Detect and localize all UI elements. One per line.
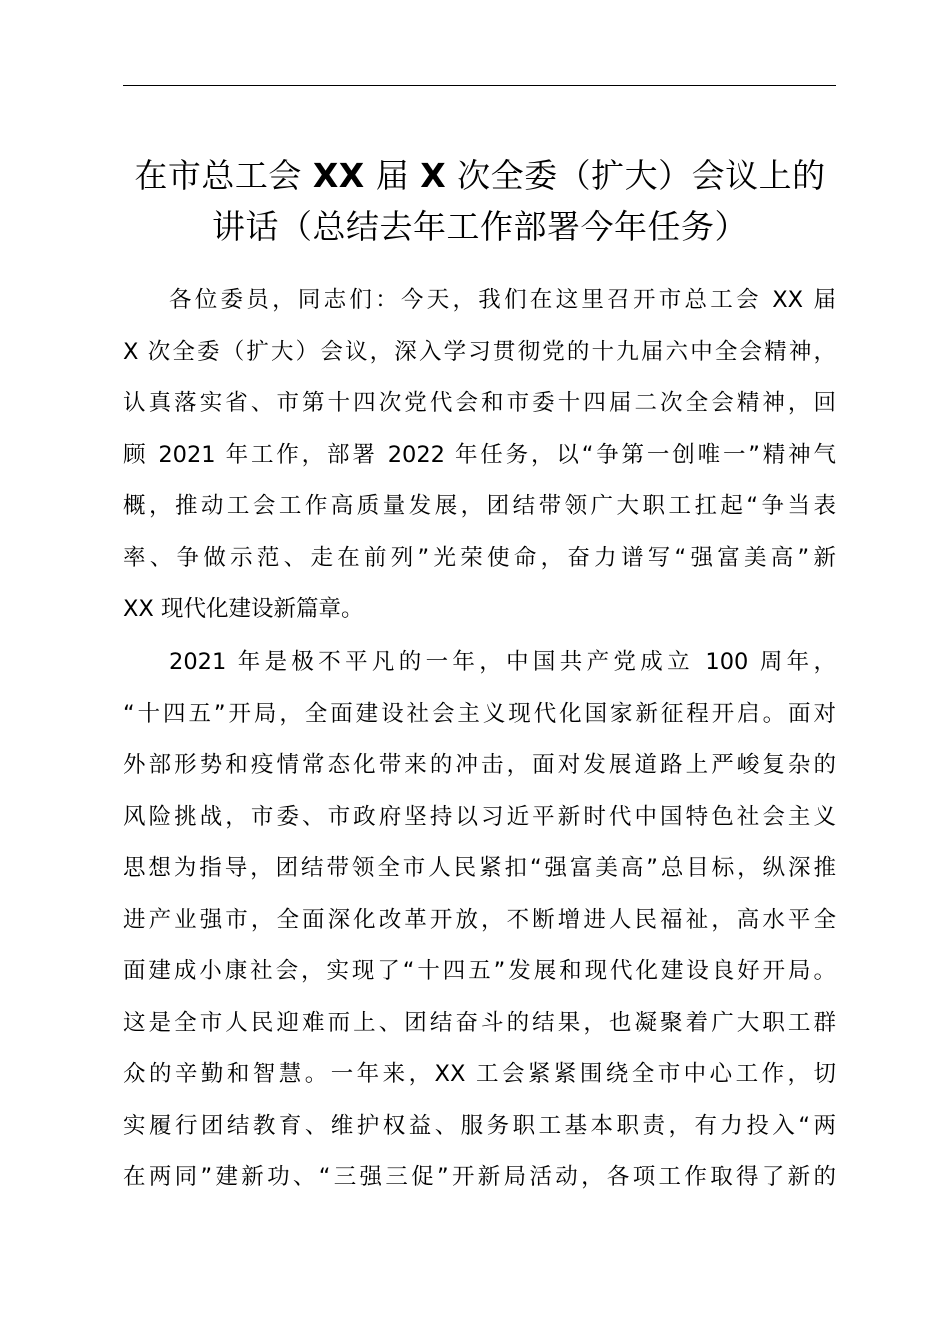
paragraph-line: 思想为指导，团结带领全市人民紧扣“强富美高”总目标，纵深推 bbox=[123, 855, 836, 881]
paragraph-line: 2021 年是极不平凡的一年，中国共产党成立 100 周年， bbox=[169, 649, 836, 675]
paragraph-line: 在两同”建新功、“三强三促”开新局活动，各项工作取得了新的 bbox=[123, 1164, 836, 1190]
paragraph-line: 概，推动工会工作高质量发展，团结带领广大职工扛起“争当表 bbox=[123, 493, 836, 519]
header-rule bbox=[123, 85, 836, 86]
paragraph-line: 面建成小康社会，实现了“十四五”发展和现代化建设良好开局。 bbox=[123, 958, 836, 984]
paragraph-line: X 次全委（扩大）会议，深入学习贯彻党的十九届六中全会精神， bbox=[123, 338, 836, 365]
paragraph-line: 众的辛勤和智慧。一年来，XX 工会紧紧围绕全市中心工作，切 bbox=[123, 1061, 836, 1087]
paragraph-line: 实履行团结教育、维护权益、服务职工基本职责，有力投入“两 bbox=[123, 1112, 836, 1139]
paragraph-line: 各位委员，同志们：今天，我们在这里召开市总工会 XX 届 bbox=[169, 287, 836, 313]
document-title bbox=[100, 150, 860, 252]
paragraph-line: 外部形势和疫情常态化带来的冲击，面对发展道路上严峻复杂的 bbox=[123, 752, 836, 778]
paragraph-line: XX 现代化建设新篇章。 bbox=[123, 596, 364, 622]
title-line-1: 在市总工会 XX 届 X 次全委（扩大）会议上的 bbox=[134, 156, 826, 195]
paragraph-1 bbox=[123, 275, 836, 636]
paragraph-line: 风险挑战，市委、市政府坚持以习近平新时代中国特色社会主义 bbox=[123, 803, 836, 830]
paragraph-line: 率、争做示范、走在前列”光荣使命，奋力谱写“强富美高”新 bbox=[123, 544, 836, 571]
paragraph-line: “十四五”开局，全面建设社会主义现代化国家新征程开启。面对 bbox=[123, 700, 836, 727]
paragraph-2 bbox=[123, 637, 836, 1204]
paragraph-line: 进产业强市，全面深化改革开放，不断增进人民福祉，高水平全 bbox=[123, 906, 836, 933]
paragraph-line: 认真落实省、市第十四次党代会和市委十四届二次全会精神，回 bbox=[123, 390, 836, 416]
title-line-2: 讲话（总结去年工作部署今年任务） bbox=[212, 207, 748, 246]
paragraph-line: 这是全市人民迎难而上、团结奋斗的结果，也凝聚着广大职工群 bbox=[123, 1009, 836, 1036]
paragraph-line: 顾 2021 年工作，部署 2022 年任务，以“争第一创唯一”精神气 bbox=[123, 441, 836, 468]
